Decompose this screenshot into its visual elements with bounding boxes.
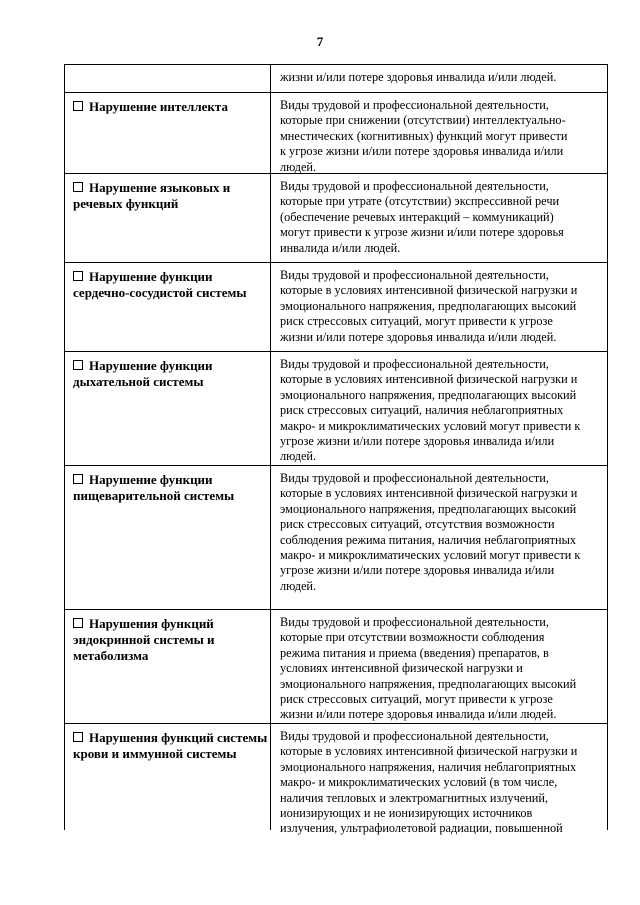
description-line: Виды трудовой и профессиональной деятельности, bbox=[280, 98, 549, 112]
description-line: эмоционального напряжения, предполагающих высокий bbox=[280, 387, 577, 402]
impairment-title-text: Нарушение функции bbox=[89, 472, 213, 487]
impairment-title-line bbox=[73, 632, 264, 648]
impairment-cell bbox=[65, 466, 271, 609]
description-line: жизни и/или потере здоровья инвалида и/или людей. bbox=[280, 707, 557, 722]
impairment-cell bbox=[65, 352, 271, 465]
checkbox-icon[interactable] bbox=[73, 474, 83, 484]
table-row bbox=[65, 352, 608, 466]
description-line: людей. bbox=[280, 449, 317, 464]
description-line: эмоционального напряжения, предполагающих высокий bbox=[280, 501, 577, 516]
description-line: наличия тепловых и электромагнитных излучений, bbox=[280, 790, 549, 805]
table-row bbox=[65, 466, 608, 610]
impairment-title-line bbox=[73, 616, 264, 632]
impairment-title-text: эндокринной системы и bbox=[73, 632, 215, 647]
description-line: инвалида и/или людей. bbox=[280, 240, 401, 255]
description-line: угрозе жизни и/или потере здоровья инвалида и/или bbox=[280, 563, 555, 578]
description-line: которые в условиях интенсивной физической нагрузки и bbox=[280, 283, 578, 298]
impairment-title-line bbox=[73, 730, 268, 746]
description-line: макро- и микроклиматических условий (в том числе, bbox=[280, 775, 558, 790]
impairment-title-line bbox=[73, 648, 264, 664]
description-line: жизни и/или потере здоровья инвалида и/или людей. bbox=[280, 329, 557, 344]
activity-description-cell bbox=[271, 65, 608, 92]
impairment-title-line bbox=[73, 746, 264, 762]
description-line: угрозе жизни и/или потере здоровья инвалида и/или bbox=[280, 434, 555, 449]
impairment-title-line bbox=[73, 285, 264, 301]
table-row bbox=[65, 65, 608, 93]
impairment-title-text: Нарушения функций системы bbox=[89, 730, 268, 745]
activity-description-cell bbox=[271, 174, 608, 262]
impairment-cell bbox=[65, 174, 271, 262]
impairment-title-text: крови и иммунной системы bbox=[73, 746, 237, 761]
activity-description-cell bbox=[271, 93, 608, 173]
impairment-title-line bbox=[73, 269, 264, 285]
description-line: которые в условиях интенсивной физической нагрузки и bbox=[280, 744, 578, 759]
activity-description-cell bbox=[271, 352, 608, 465]
description-line: Виды трудовой и профессиональной деятельности, bbox=[280, 179, 549, 193]
table-row bbox=[65, 610, 608, 724]
checkbox-icon[interactable] bbox=[73, 182, 83, 192]
description-line: Виды трудовой и профессиональной деятельности, bbox=[280, 471, 549, 485]
description-line: Виды трудовой и профессиональной деятельности, bbox=[280, 615, 549, 629]
description-line: макро- и микроклиматических условий могут привести к bbox=[280, 418, 581, 433]
page-number: 7 bbox=[316, 34, 324, 49]
impairment-title-text: пищеварительной системы bbox=[73, 488, 235, 503]
description-line: к угрозе жизни и/или потере здоровья инвалида и/или bbox=[280, 144, 564, 159]
table-row bbox=[65, 263, 608, 352]
impairment-cell bbox=[65, 263, 271, 351]
table-row bbox=[65, 93, 608, 174]
impairment-title-text: Нарушения функций bbox=[89, 616, 214, 631]
description-line: жизни и/или потере здоровья инвалида и/или людей. bbox=[280, 70, 557, 84]
impairment-title-text: Нарушение интеллекта bbox=[89, 99, 228, 114]
impairment-cell bbox=[65, 65, 271, 92]
impairment-title-text: сердечно-сосудистой системы bbox=[73, 285, 247, 300]
impairment-title-text: Нарушение языковых и bbox=[89, 180, 231, 195]
description-line: которые при снижении (отсутствии) интеллектуально- bbox=[280, 113, 566, 128]
impairment-title-line bbox=[73, 358, 264, 374]
impairment-title-text: Нарушение функции bbox=[89, 269, 213, 284]
description-line: Виды трудовой и профессиональной деятельности, bbox=[280, 357, 549, 371]
impairment-title-line bbox=[73, 99, 264, 115]
description-line: могут привести к угрозе жизни и/или потере здоровья bbox=[280, 225, 564, 240]
description-line: людей. bbox=[280, 159, 317, 174]
impairment-cell bbox=[65, 93, 271, 173]
description-line: которые при утрате (отсутствии) экспрессивной речи bbox=[280, 194, 560, 209]
impairment-title-text: речевых функций bbox=[73, 196, 179, 211]
disability-table bbox=[64, 64, 608, 836]
description-line: Виды трудовой и профессиональной деятельности, bbox=[280, 268, 549, 282]
activity-description-cell bbox=[271, 610, 608, 723]
impairment-title-line bbox=[73, 472, 264, 488]
description-line: режима питания и приема (введения) препаратов, в bbox=[280, 645, 549, 660]
description-line: людей. bbox=[280, 578, 317, 593]
impairment-title-text: метаболизма bbox=[73, 648, 149, 663]
description-line: эмоционального напряжения, предполагающих высокий bbox=[280, 298, 577, 313]
checkbox-icon[interactable] bbox=[73, 101, 83, 111]
description-line: которые при отсутствии возможности соблюдения bbox=[280, 630, 545, 645]
impairment-cell bbox=[65, 724, 271, 830]
description-line: соблюдения режима питания, наличия неблагоприятных bbox=[280, 532, 577, 547]
impairment-title-line bbox=[73, 374, 264, 390]
description-line: Виды трудовой и профессиональной деятельности, bbox=[280, 729, 549, 743]
impairment-title-text: дыхательной системы bbox=[73, 374, 204, 389]
activity-description-cell bbox=[271, 466, 608, 609]
activity-description-cell bbox=[271, 263, 608, 351]
description-line: (обеспечение речевых интеракций – коммуникаций) bbox=[280, 209, 554, 224]
description-line: которые в условиях интенсивной физической нагрузки и bbox=[280, 372, 578, 387]
activity-description-cell bbox=[271, 724, 608, 836]
description-line: риск стрессовых ситуаций, могут привести к угрозе bbox=[280, 692, 553, 707]
impairment-title-line bbox=[73, 180, 264, 196]
description-line: которые в условиях интенсивной физической нагрузки и bbox=[280, 486, 578, 501]
description-line: риск стрессовых ситуаций, могут привести к угрозе bbox=[280, 314, 553, 329]
impairment-title-text: Нарушение функции bbox=[89, 358, 213, 373]
checkbox-icon[interactable] bbox=[73, 732, 83, 742]
impairment-title-line bbox=[73, 488, 264, 504]
description-line: ионизирующих и не ионизирующих источников bbox=[280, 806, 533, 821]
description-line: эмоционального напряжения, предполагающих высокий bbox=[280, 676, 577, 691]
description-line: риск стрессовых ситуаций, отсутствия возможности bbox=[280, 517, 555, 532]
impairment-title-line bbox=[73, 196, 264, 212]
checkbox-icon[interactable] bbox=[73, 618, 83, 628]
table-row bbox=[65, 174, 608, 263]
impairment-cell bbox=[65, 610, 271, 723]
description-line: мнестических (когнитивных) функций могут привести bbox=[280, 128, 568, 143]
description-line: риск стрессовых ситуаций, наличия неблагоприятных bbox=[280, 403, 564, 418]
table-row bbox=[65, 724, 608, 836]
description-line: эмоционального напряжения, наличия неблагоприятных bbox=[280, 759, 577, 774]
description-line: макро- и микроклиматических условий могут привести к bbox=[280, 548, 581, 563]
checkbox-icon[interactable] bbox=[73, 360, 83, 370]
description-line: условиях интенсивной физической нагрузки и bbox=[280, 661, 523, 676]
checkbox-icon[interactable] bbox=[73, 271, 83, 281]
description-line: излучения, ультрафиолетовой радиации, повышенной bbox=[280, 821, 563, 836]
